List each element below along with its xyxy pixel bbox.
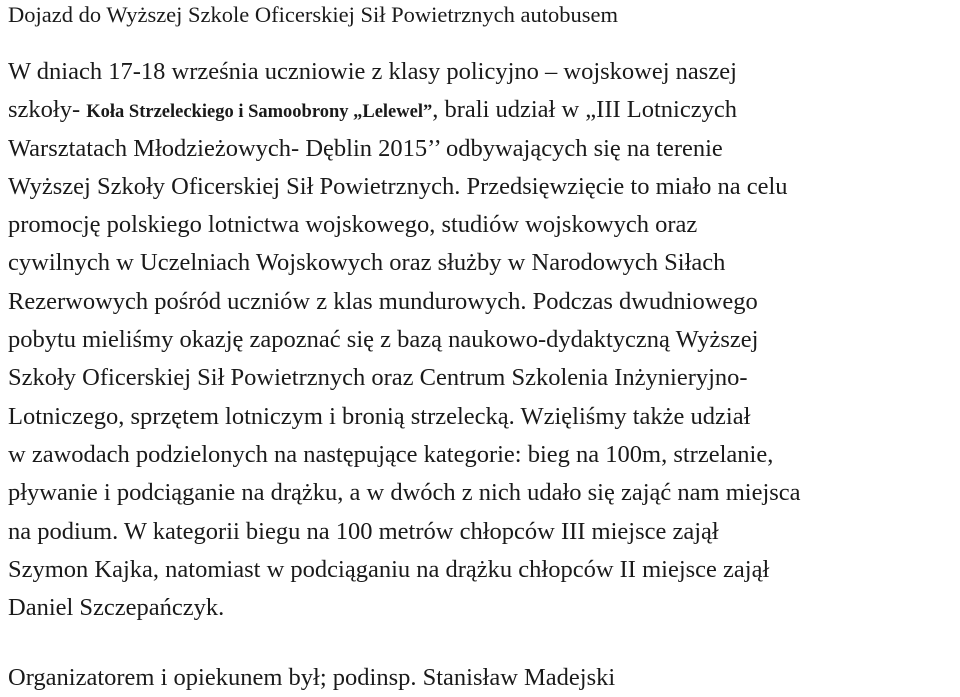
paragraph-line: pływanie i podciąganie na drążku, a w dwóch z nich udało się zająć nam miejsca [8,479,801,507]
paragraph-line: cywilnych w Uczelniach Wojskowych oraz służby w Narodowych Siłach [8,249,726,277]
paragraph-line: na podium. W kategorii biegu na 100 metrów chłopców III miejsce zajął [8,517,719,545]
line-prefix: szkoły- [8,96,87,124]
paragraph-line: Szkoły Oficerskiej Sił Powietrznych oraz Centrum Szkolenia Inżynieryjno- [8,364,748,392]
paragraph-line: Rezerwowych pośród uczniów z klas mundurowych. Podczas dwudniowego [8,287,758,315]
club-name-bold: Koła Strzeleckiego i Samoobrony „Lelewel” [86,102,433,123]
article-paragraph [8,53,958,627]
paragraph-line: pobytu mieliśmy okazję zapoznać się z bazą naukowo-dydaktyczną Wyższej [8,326,759,354]
paragraph-line: promocję polskiego lotnictwa wojskowego, studiów wojskowych oraz [8,211,698,239]
paragraph-line: Lotniczego, sprzętem lotniczym i bronią strzelecką. Wzięliśmy także udział [8,402,751,430]
paragraph-line: Wyższej Szkoły Oficerskiej Sił Powietrznych. Przedsięwzięcie to miało na celu [8,172,788,200]
organizer-line: Organizatorem i opiekunem był; podinsp. Stanisław Madejski [8,664,616,691]
paragraph-line: W dniach 17-18 września uczniowie z klasy policyjno – wojskowej naszej [8,58,737,85]
paragraph-line: Szymon Kajka, natomiast w podciąganiu na drążku chłopców II miejsce zajął [8,555,770,583]
paragraph-line: Warsztatach Młodzieżowych- Dęblin 2015’’ odbywających się na terenie [8,134,723,162]
paragraph-line [8,91,958,129]
line-suffix: , brali udział w „III Lotniczych [432,96,737,124]
paragraph-line: w zawodach podzielonych na następujące kategorie: bieg na 100m, strzelanie, [8,440,774,468]
paragraph-line: Daniel Szczepańczyk. [8,594,225,622]
document-title: Dojazd do Wyższej Szkole Oficerskiej Sił Powietrznych autobusem [8,2,618,27]
